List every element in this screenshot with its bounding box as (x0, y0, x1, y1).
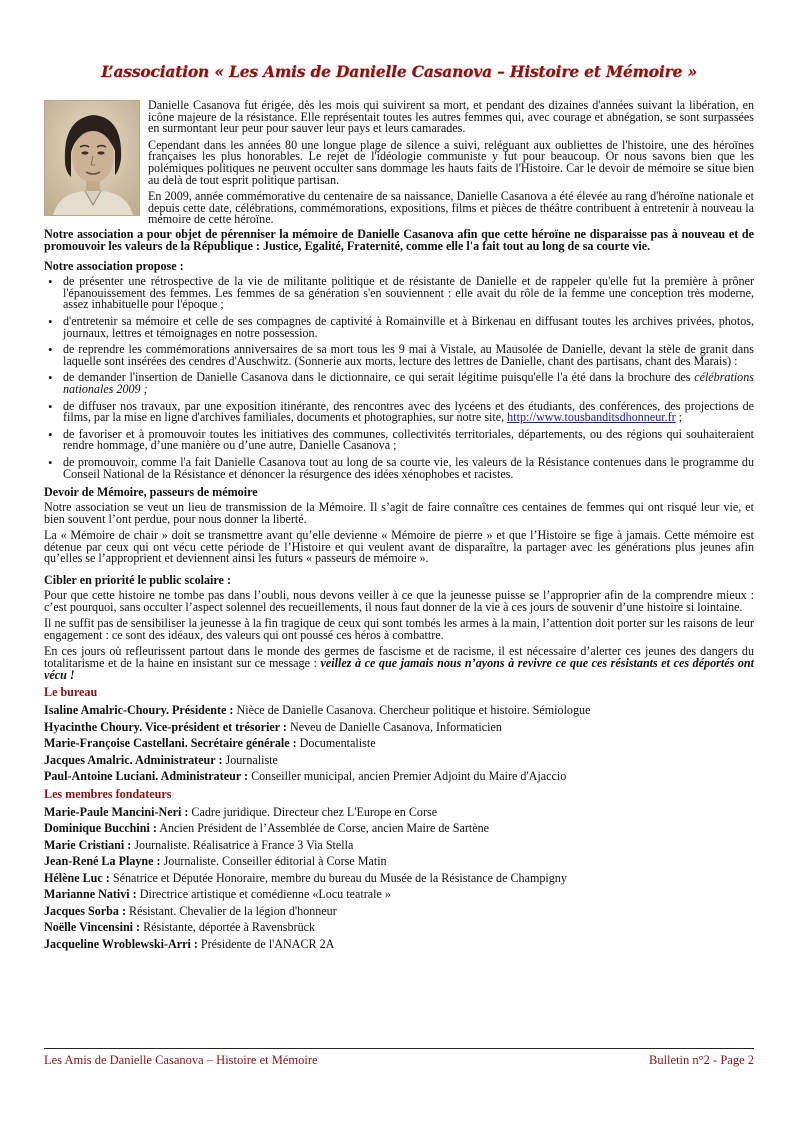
list-item: • de favoriser et à promouvoir toutes les initiatives des communes, collectivités territoriales, départements, ou des régions qui souhaiteraient rendre hommage, d’une manière ou d’une autre, Danielle Casanova ; (44, 429, 754, 452)
founder-member (44, 887, 754, 902)
bureau-member (44, 769, 754, 784)
member-desc: Conseiller municipal, ancien Premier Adjoint du Maire d'Ajaccio (248, 769, 567, 784)
member-name: Isaline Amalric-Choury. Présidente : (44, 703, 234, 718)
member-name: Noëlle Vincensini : (44, 920, 141, 935)
member-desc: Documentaliste (296, 736, 376, 751)
member-desc: Nièce de Danielle Casanova. Chercheur politique et histoire. Sémiologue (233, 703, 591, 718)
devoir-paragraph: La « Mémoire de chair » doit se transmettre avant qu’elle devienne « Mémoire de pierre » et que l’Histoire se fige à jamais. Cette mémoire est détenue par ceux qui ont vécu cette période de l’Histoire et qui veulent avant de disparaître, la partager avec les générations plus jeunes afin qu’elles se l’approprient et deviennent ainsi les futurs « passeurs de mémoire ». (44, 528, 754, 566)
list-item-text: de demander l'insertion de Danielle Casanova dans le dictionnaire, ce qui serait légitime puisqu'elle l'a été dans la brochure des (63, 370, 691, 385)
member-name: Jacques Sorba : (44, 903, 126, 918)
list-item: • de présenter une rétrospective de la vie de militante politique et de résistante de Danielle et de rappeler qu'elle fut la première à prôner l'épanouissement des femmes. Les femmes de sa génération s'en souviennent : elle avait du rôle de la femme une conception très moderne, assez inhabituelle pour l'époque ; (44, 276, 754, 311)
cibler-paragraph: Il ne suffit pas de sensibiliser la jeunesse à la fin tragique de ceux qui sont tombés les armes à la main, l’attention doit porter sur les raisons de leur engagement : ce sont des idéaux, des valeurs qui ont poussé ces héros à combattre. (44, 616, 754, 642)
list-item-text: de diffuser nos travaux, par une exposition itinérante, des rencontres avec des lycéens et des étudiants, des conférences, des projections de films, par la mise en ligne d'archives familiales, documents et photographies, sur notre site, (63, 398, 754, 425)
portrait-image (45, 101, 139, 215)
member-name: Jean-René La Playne : (44, 854, 161, 869)
devoir-section (44, 486, 754, 565)
cibler-text: En ces jours où refleurissent partout dans le monde des germes de fascisme et de racisme, il est nécessaire d’alerter ces jeunes des dangers du totalitarisme et de la haine en insistant sur ce message : (44, 644, 754, 671)
intro-paragraph: Cependant dans les années 80 une longue plage de silence a suivi, reléguant aux oubliettes de l'histoire, une des héroïnes françaises les plus honorables. Le rejet de l'idéologie communiste y fut pour beaucoup. Or nous savons bien que les polémiques politiques ne peuvent occulter sans dommage les hauts faits de l'Histoire. Car le devoir de mémoire se situe bien au delà de tout esprit politique partisan. (148, 137, 754, 187)
list-item: • de reprendre les commémorations anniversaires de sa mort tous les 9 mai à Vistale, au Mausolée de Danielle, devant la stèle de granit dans laquelle sont insérées des cendres d'Auschwitz. (Sonnerie aux morts, lecture des lettres de Danielle, chant des partisans, chant des Marais) : (44, 344, 754, 367)
member-desc: Journaliste. Réalisatrice à France 3 Via Stella (131, 837, 354, 852)
member-desc: Cadre juridique. Directeur chez L'Europe en Corse (188, 804, 438, 819)
list-item (44, 398, 754, 425)
cibler-emphasis: veillez à ce que jamais nous n’ayons à revivre ce que ces résistants et ces déportés ont vécu ! (44, 656, 755, 682)
member-name: Marianne Nativi : (44, 887, 137, 902)
member-name: Hyacinthe Choury. Vice-président et trésorier : (44, 719, 287, 734)
member-name: Dominique Bucchini : (44, 821, 157, 836)
member-desc: Résistante, déportée à Ravensbrück (140, 920, 316, 935)
member-name: Marie-Paule Mancini-Neri : (44, 804, 189, 819)
footer-title: Les Amis de Danielle Casanova – Histoire et Mémoire (44, 1053, 318, 1067)
founder-member (44, 854, 754, 869)
founder-member (44, 821, 754, 836)
bureau-list (44, 703, 754, 784)
devoir-paragraph: Notre association se veut un lieu de transmission de la Mémoire. Il s’agit de faire connaître ces centaines de femmes qui ont risqué leur vie, et bien souvent l’ont perdue, pour nous donner la liberté. (44, 500, 754, 526)
list-item-tail: ; (675, 410, 683, 425)
member-desc: Ancien Président de l’Assemblée de Corse, ancien Maire de Sartène (156, 821, 490, 836)
list-item: • de promouvoir, comme l'a fait Danielle Casanova tout au long de sa courte vie, les valeurs de la Résistance contenues dans le programme du Conseil National de la Résistance et dénoncer la résurgence des idées xénophobes et racistes. (44, 457, 754, 480)
founder-member (44, 904, 754, 919)
main-content (44, 229, 754, 953)
founder-member (44, 805, 754, 820)
intro-paragraph: Danielle Casanova fut érigée, dès les mois qui suivirent sa mort, et pendant des dizaines d'années suivant la libération, en icône majeure de la résistance. Elle représentait toutes les autres femmes qui, avec courage et abnégation, se sont surpassées en surmontant leur peur pour sauver leur pays et leurs camarades. (148, 98, 754, 136)
portrait-photo (44, 100, 140, 216)
list-item: • d'entretenir sa mémoire et celle de ses compagnes de captivité à Romainville et à Birkenau en diffusant toutes les archives privées, photos, journaux, lettres et témoignages en notre possession. (44, 316, 754, 339)
bureau-member (44, 720, 754, 735)
bureau-member (44, 736, 754, 751)
fondateurs-list (44, 805, 754, 952)
member-name: Paul-Antoine Luciani. Administrateur : (44, 769, 249, 784)
cibler-heading: Cibler en priorité le public scolaire : (44, 573, 231, 588)
intro-text (148, 100, 754, 231)
propose-heading: Notre association propose : (44, 259, 184, 274)
intro-paragraph: En 2009, année commémorative du centenaire de sa naissance, Danielle Casanova a été élevée au rang d'héroïne nationale et depuis cette date, célébrations, commémorations, expositions, films et pièces de théâtre contribuent à entretenir à nouveau la mémoire de cette héroïne. (148, 189, 754, 227)
bureau-heading: Le bureau (44, 685, 98, 700)
devoir-heading: Devoir de Mémoire, passeurs de mémoire (44, 485, 258, 500)
list-item (44, 372, 754, 395)
member-desc: Journaliste. Conseiller éditorial à Corse Matin (160, 854, 387, 869)
member-name: Jacques Amalric. Administrateur : (44, 752, 223, 767)
founder-member (44, 920, 754, 935)
member-desc: Présidente de l'ANACR 2A (197, 936, 335, 951)
member-name: Jacqueline Wroblewski-Arri : (44, 936, 198, 951)
website-link[interactable]: http://www.tousbanditsdhonneur.fr (507, 410, 676, 425)
mission-statement: Notre association a pour objet de pérenniser la mémoire de Danielle Casanova afin que cette héroïne ne disparaisse pas à nouveau et de promouvoir les valeurs de la République : Justice, Egalité, Fraternité, comme elle l'a fait tout au long de sa courte vie. (44, 227, 754, 253)
propose-list (44, 276, 754, 480)
member-desc: Résistant. Chevalier de la légion d'honneur (125, 903, 337, 918)
member-desc: Sénatrice et Députée Honoraire, membre du bureau du Musée de la Résistance de Champigny (109, 870, 567, 885)
member-desc: Directrice artistique et comédienne «Locu teatrale » (136, 887, 391, 902)
cibler-paragraph: Pour que cette histoire ne tombe pas dans l’oubli, nous devons veiller à ce que la jeunesse puisse se l’approprier afin de la comprendre mieux : c’est pourquoi, sans occulter l’aspect solennel des recueillements, il nous faut donner de la vie à ces jours de souvenir d’une histoire si lointaine. (44, 588, 754, 614)
founder-member (44, 937, 754, 952)
fondateurs-heading: Les membres fondateurs (44, 786, 172, 801)
member-name: Marie-Françoise Castellani. Secrétaire générale : (44, 736, 297, 751)
bureau-member (44, 753, 754, 768)
member-name: Hélène Luc : (44, 870, 110, 885)
cibler-paragraph (44, 646, 754, 681)
italic-phrase: célébrations nationales 2009 ; (63, 370, 754, 396)
cibler-section (44, 574, 754, 681)
founder-member (44, 838, 754, 853)
page-footer (44, 1048, 754, 1068)
page-title: L’association « Les Amis de Danielle Casanova – Histoire et Mémoire » (101, 62, 697, 81)
founder-member (44, 871, 754, 886)
footer-page-number: Bulletin n°2 - Page 2 (649, 1053, 754, 1067)
member-desc: Journaliste (222, 752, 278, 767)
bureau-member (44, 703, 754, 718)
member-desc: Neveu de Danielle Casanova, Informaticien (286, 719, 502, 734)
member-name: Marie Cristiani : (44, 837, 132, 852)
